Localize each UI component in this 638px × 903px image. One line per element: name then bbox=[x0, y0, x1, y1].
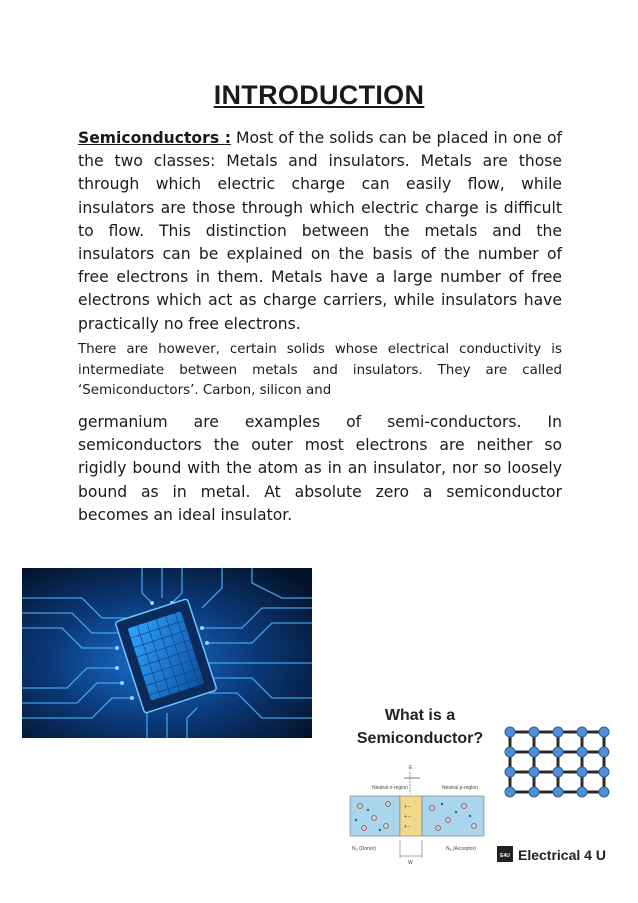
brand-badge: E4U bbox=[500, 853, 510, 859]
circuit-board-image bbox=[22, 568, 312, 738]
brand-name: Electrical 4 U bbox=[518, 847, 606, 863]
field-label: E bbox=[409, 765, 413, 771]
p-region bbox=[422, 796, 484, 836]
page-title: INTRODUCTION bbox=[213, 80, 425, 110]
n-region-label: Neutral n-region bbox=[372, 785, 408, 791]
third-paragraph: germanium are examples of semi-conductors. In semiconductors the outer most electrons are neither so rigidly bound with the atom as in an insulator, nor so loosely bound as in metal. At absolute zero a semiconductor becomes an ideal insulator. bbox=[78, 413, 562, 524]
intro-text: Most of the solids can be placed in one of the two classes: Metals and insulators. Metals are those through which electric charge can easily flow, while insulators are those through which electric charge is difficult to flow. This distinction between the metals and the insulators can be explained on the basis of the number of free electrons in them. Metals have a large number of free electrons which act as charge carriers, while insulators have practically no free electrons. bbox=[78, 129, 562, 333]
donor-label: N₀ (Donor) bbox=[352, 846, 377, 852]
p-region-label: Neutral p-region bbox=[442, 785, 478, 791]
acceptor-label: Nₐ (Acceptor) bbox=[446, 846, 476, 852]
second-paragraph: There are however, certain solids whose electrical conductivity is intermediate between metals and insulators. They are called ‘Semiconductors’. Carbon, silicon and bbox=[78, 342, 562, 398]
svg-text:+ −: + − bbox=[404, 804, 412, 810]
infographic-title-line2: Semiconductor? bbox=[356, 730, 484, 747]
semiconductor-infographic bbox=[342, 700, 622, 870]
svg-text:+ −: + − bbox=[404, 824, 412, 830]
semiconductors-term: Semiconductors : bbox=[78, 129, 231, 147]
electrical4u-logo bbox=[497, 846, 606, 863]
crystal-lattice-icon bbox=[505, 727, 609, 797]
intro-paragraph bbox=[78, 127, 562, 336]
svg-text:+ −: + − bbox=[404, 814, 412, 820]
infographic-title-line1: What is a bbox=[384, 707, 456, 724]
width-label: W bbox=[408, 860, 413, 866]
